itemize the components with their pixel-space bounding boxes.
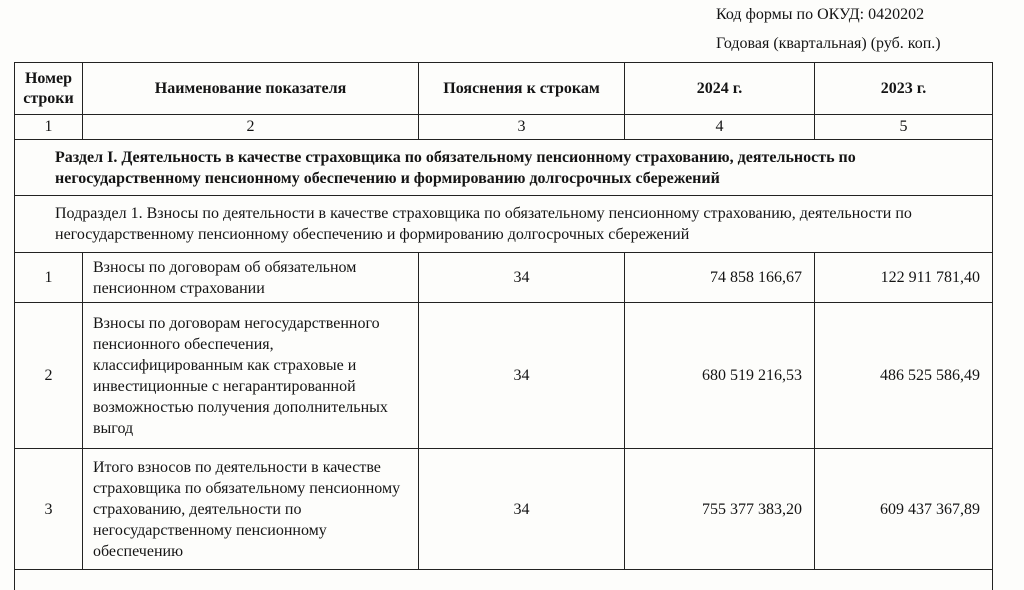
col-number-2: 2 [83,115,419,140]
col-header-2024: 2024 г. [625,63,815,115]
row-name: Взносы по договорам негосударственного пенсионного обеспечения, классифицированным как страховые и инвестиционные с негарантированной возможностью получения дополнительных выгод [83,303,419,449]
row-note: 34 [419,449,625,570]
table-row [15,253,993,303]
table-row [15,449,993,570]
col-number-3: 3 [419,115,625,140]
row-number: 3 [15,449,83,570]
row-value-2023: 609 437 367,89 [815,449,993,570]
row-name: Взносы по договорам об обязательном пенсионном страховании [83,253,419,303]
col-number-4: 4 [625,115,815,140]
report-period: Годовая (квартальная) (руб. коп.) [716,35,941,53]
row-number: 2 [15,303,83,449]
row-number: 1 [15,253,83,303]
okud-code: Код формы по ОКУД: 0420202 [716,6,924,24]
table-row [15,303,993,449]
row-note: 34 [419,253,625,303]
report-table [14,62,993,590]
section-title: Раздел I. Деятельность в качестве страховщика по обязательному пенсионному страхованию, деятельность по негосударственному пенсионному обеспечению и формированию долгосрочных сбережений [15,140,993,196]
row-value-2024: 755 377 383,20 [625,449,815,570]
col-number-5: 5 [815,115,993,140]
row-name: Итого взносов по деятельности в качестве страховщика по обязательному пенсионному страхованию, деятельности по негосударственному пенсионному обеспечению [83,449,419,570]
subsection-row [15,196,993,253]
subsection-title: Подраздел 1. Взносы по деятельности в качестве страховщика по обязательному пенсионному страхованию, деятельности по негосударственному пенсионному обеспечению и формированию долгосрочных сбережений [15,196,993,253]
col-header-explanations: Пояснения к строкам [419,63,625,115]
col-header-2023: 2023 г. [815,63,993,115]
col-number-1: 1 [15,115,83,140]
row-value-2024: 680 519 216,53 [625,303,815,449]
column-number-row [15,115,993,140]
section-row [15,140,993,196]
row-note: 34 [419,303,625,449]
col-header-name: Наименование показателя [83,63,419,115]
row-value-2023: 122 911 781,40 [815,253,993,303]
col-header-number: Номер строки [15,63,83,115]
row-value-2023: 486 525 586,49 [815,303,993,449]
row-value-2024: 74 858 166,67 [625,253,815,303]
header-row [15,63,993,115]
